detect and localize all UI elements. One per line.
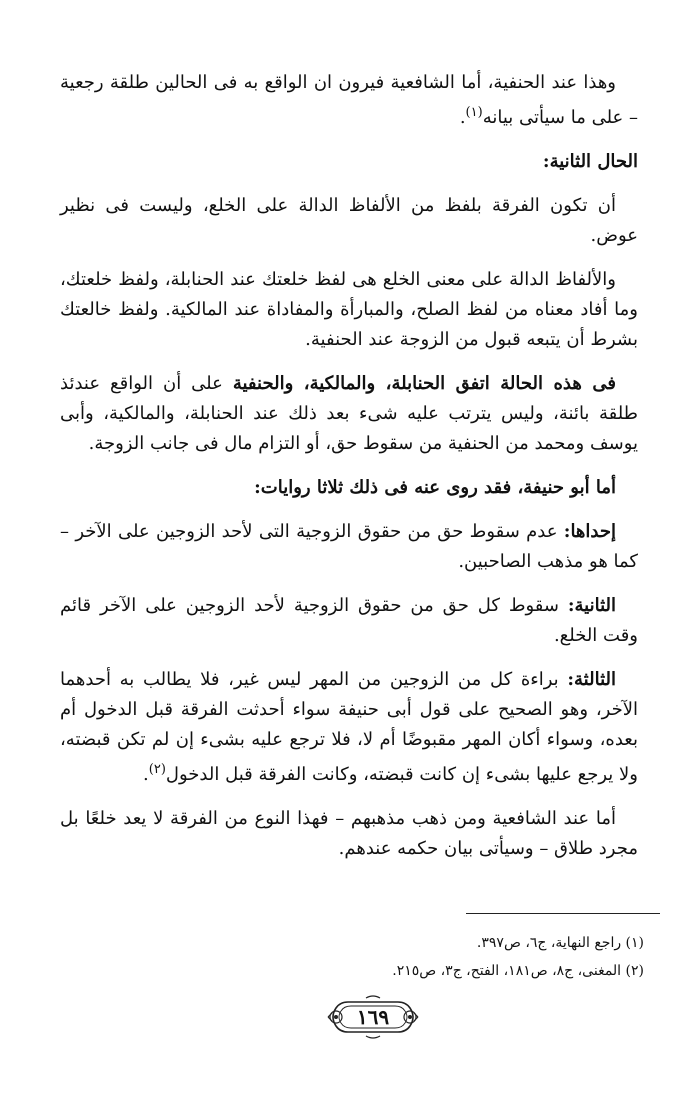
paragraph-9: أما عند الشافعية ومن ذهب مذهبهم – فهذا النوع من الفرقة لا يعد خلعًا بل مجرد طلاق – وسيأتى بيان حكمه عندهم. bbox=[60, 808, 638, 859]
footnotes bbox=[60, 929, 644, 985]
paragraph-7 bbox=[60, 591, 638, 651]
footnote-1: (١) راجع النهاية، ج٦، ص٣٩٧. bbox=[476, 935, 644, 951]
paragraph-1-end: . bbox=[459, 107, 466, 128]
paragraph-4-lead: فى هذه الحالة اتفق الحنابلة، والمالكية، والحنفية bbox=[232, 373, 616, 394]
paragraph-8-text: براءة كل من الزوجين من المهر ليس غير، فلا يطالب به أحدهما الآخر، وهو الصحيح على قول أبى حنيفة سواء أحدثت الفرقة قبل الدخول أم بعده، وسواء أكان المهر مقبوضًا أم لا، فلا ترجع عليه بشىء إن لم تكن قبضته، ولا يرجع عليها بشىء إن كانت قبضته، وكانت الفرقة قبل الدخول bbox=[60, 669, 638, 785]
paragraph-5: أما أبو حنيفة، فقد روى عنه فى ذلك ثلاثا روايات: bbox=[254, 477, 616, 498]
paragraph-2: أن تكون الفرقة بلفظ من الألفاظ الدالة على الخلع، وليست فى نظير عوض. bbox=[60, 195, 638, 246]
paragraph-8-lead: الثالثة: bbox=[567, 669, 616, 690]
footnote-2: (٢) المغنى، ج٨، ص١٨١، الفتح، ج٣، ص٢١٥. bbox=[392, 963, 644, 979]
paragraph-7-lead: الثانية: bbox=[567, 595, 616, 616]
paragraph-6-text: عدم سقوط حق من حقوق الزوجية التى لأحد الزوجين على الآخر – كما هو مذهب الصاحبين. bbox=[60, 521, 638, 572]
footnote-divider bbox=[466, 913, 660, 914]
paragraph-3: والألفاظ الدالة على معنى الخلع هى لفظ خلعتك عند الحنابلة، ولفظ خلعتك، وما أفاد معناه من لفظ الصلح، والمبارأة والمفاداة عند المالكية. ولفظ خالعتك بشرط أن يتبعه قبول من الزوجة عند الحنفية. bbox=[60, 269, 638, 350]
paragraph-4 bbox=[60, 369, 638, 459]
paragraph-1-text: وهذا عند الحنفية، أما الشافعية فيرون ان الواقع به فى الحالين طلقة رجعية – على ما سيأتى بيانه bbox=[60, 72, 638, 128]
paragraph-4-text: على أن الواقع عندئذ طلقة بائنة، وليس يترتب عليه شىء بعد ذلك عند الحنابلة، والمالكية، وأبى يوسف ومحمد من الحنفية من سقوط حق، أو التزام مال فى جانب الزوجة. bbox=[60, 373, 638, 454]
page-number: ١٦٩ bbox=[356, 1005, 390, 1029]
section-heading bbox=[60, 147, 638, 177]
paragraph-6 bbox=[60, 517, 638, 577]
main-text bbox=[60, 68, 638, 878]
paragraph-6-lead: إحداها: bbox=[563, 521, 616, 542]
paragraph-8 bbox=[60, 665, 638, 790]
footnote-ref-1: (١) bbox=[465, 105, 483, 120]
section-heading-text: الحال الثانية bbox=[549, 151, 638, 172]
footnote-ref-2: (٢) bbox=[148, 762, 166, 777]
paragraph-1 bbox=[60, 68, 638, 133]
section-heading-colon: : bbox=[542, 151, 550, 172]
paragraph-8-end: . bbox=[143, 764, 149, 785]
paragraph-7-text: سقوط كل حق من حقوق الزوجية لأحد الزوجين على الآخر قائم وقت الخلع. bbox=[60, 595, 638, 646]
